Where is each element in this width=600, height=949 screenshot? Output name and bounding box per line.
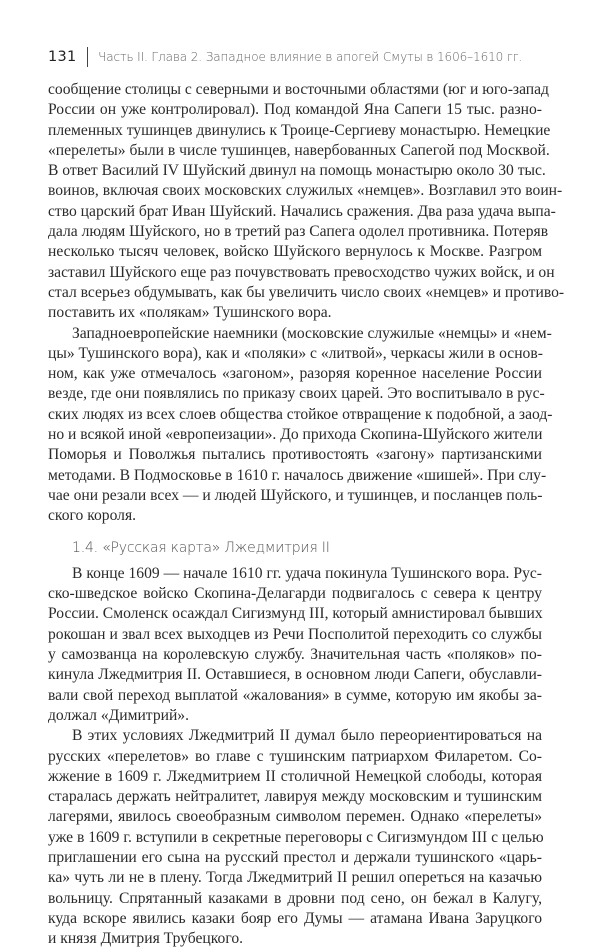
text-line: ном, как уже отмечалось «загоном», разоряя коренное население России bbox=[48, 365, 542, 383]
text-line: методами. В Подмосковье в 1610 г. началось движение «шишей». При слу- bbox=[48, 466, 547, 484]
text-line: чае они резали всех — и людей Шуйского, и тушинцев, и посланцев поль- bbox=[48, 486, 543, 504]
text-line: цы» Тушинского вора), как и «поляки» с «литвой», черкасы жили в основ- bbox=[48, 344, 543, 362]
text-line: несколько тысяч человек, войско Шуйского вернулось к Москве. Разгром bbox=[48, 243, 542, 261]
text-line: В ответ Василий IV Шуйский двинул на помощь монастырю около 30 тыс. bbox=[48, 162, 546, 180]
text-line: приглашении его сына на русский престол и держали тушинского «царь- bbox=[48, 848, 542, 866]
text-line: старалась держать нейтралитет, лавируя между московским и тушинским bbox=[48, 788, 542, 806]
text-line: ских людях из всех слоев общества стойкое отвращение к подобной, а заод- bbox=[48, 405, 553, 423]
paragraph-2 bbox=[48, 324, 553, 527]
paragraph-1 bbox=[48, 80, 565, 324]
section-heading: 1.4. «Русская карта» Лжедмитрия II bbox=[72, 539, 330, 556]
text-line: России. Смоленск осаждал Сигизмунд III, который амнистировал бывших bbox=[48, 605, 543, 623]
text-line: дала людям Шуйского, но в третий раз Сапега одолел противника. Потеряв bbox=[48, 223, 549, 241]
text-line: Поморья и Поволжья пытались противостоять «загону» партизанскими bbox=[48, 446, 542, 464]
header-divider bbox=[87, 47, 89, 67]
text-line: ского короля. bbox=[48, 507, 137, 525]
running-head bbox=[48, 46, 522, 68]
chapter-title: Часть II. Глава 2. Западное влияние в апогей Смуты в 1606–1610 гг. bbox=[98, 50, 523, 64]
text-line: племенных тушинцев двинулись к Троице-Сергиеву монастырю. Немецкие bbox=[48, 121, 551, 139]
text-line: рокошан и звал всех выходцев из Речи Посполитой переходить со службы bbox=[48, 625, 542, 643]
text-line: вольницу. Спрятанный казаками в дровни под сено, он бежал в Калугу, bbox=[48, 889, 542, 907]
text-line: сообщение столицы с северными и восточными областями (юг и юго-запад bbox=[48, 81, 549, 98]
text-line: русских «перелетов» во главе с тушинским патриархом Филаретом. Со- bbox=[48, 747, 542, 765]
text-line: и князя Дмитрия Трубецкого. bbox=[48, 930, 244, 948]
text-line: Западноевропейские наемники (московские служилые «немцы» и «нем- bbox=[72, 324, 552, 342]
text-line: везде, где они появлялись по приказу своих царей. Это воспитывало в рус- bbox=[48, 385, 545, 403]
text-line: жжение в 1609 г. Лжедмитрием II столичной Немецкой слободы, которая bbox=[48, 767, 542, 785]
text-line: В этих условиях Лжедмитрий II думал было переориентироваться на bbox=[72, 727, 542, 745]
text-line: лагерями, явилось своеобразным символом перемен. Однако «перелеты» bbox=[48, 808, 542, 826]
text-line: «перелеты» были в числе тушинцев, навербованных Сапегой под Москвой. bbox=[48, 141, 550, 159]
text-line: заставил Шуйского еще раз почувствовать превосходство чужих войск, и он bbox=[48, 263, 555, 281]
text-line: у самозванца на королевскую службу. Значительная часть «поляков» по- bbox=[48, 646, 542, 664]
text-line: ско-шведское войско Скопина-Делагарди подвигалось с севера к центру bbox=[48, 585, 542, 603]
text-line: должал «Димитрий». bbox=[48, 706, 189, 724]
body-text bbox=[48, 80, 565, 949]
text-line: но и всякой иной «европеизации». До прихода Скопина-Шуйского жители bbox=[48, 426, 543, 444]
page-number: 131 bbox=[48, 49, 77, 65]
text-line: ство царский брат Иван Шуйский. Начались сражения. Два раза удача выпа- bbox=[48, 202, 556, 220]
text-line: В конце 1609 — начале 1610 гг. удача покинула Тушинского вора. Рус- bbox=[72, 564, 542, 582]
paragraph-4 bbox=[48, 726, 542, 949]
text-line: кинула Лжедмитрия II. Оставшиеся, в основном люди Сапеги, обуславли- bbox=[48, 666, 542, 684]
text-line: вали свой переход выплатой «жалования» в сумме, которую им якобы за- bbox=[48, 686, 542, 704]
text-line: России он уже контролировал). Под командой Яна Сапеги 15 тыс. разно- bbox=[48, 101, 542, 119]
text-line: воинов, включая своих московских служилых «немцев». Возглавил это воин- bbox=[48, 182, 563, 200]
paragraph-3 bbox=[48, 564, 542, 726]
text-line: стал всерьез обдумывать, как бы увеличить число своих «немцев» и противо- bbox=[48, 283, 565, 301]
text-line: ка» чуть ли не в плену. Тогда Лжедмитрий II решил опереться на казачью bbox=[48, 869, 542, 887]
text-line: куда вскоре явились казаки бояр его Думы — атамана Ивана Заруцкого bbox=[48, 909, 542, 927]
text-line: поставить их «полякам» Тушинского вора. bbox=[48, 304, 332, 322]
text-line: уже в 1609 г. вступили в секретные переговоры с Сигизмундом III с целью bbox=[48, 828, 544, 846]
